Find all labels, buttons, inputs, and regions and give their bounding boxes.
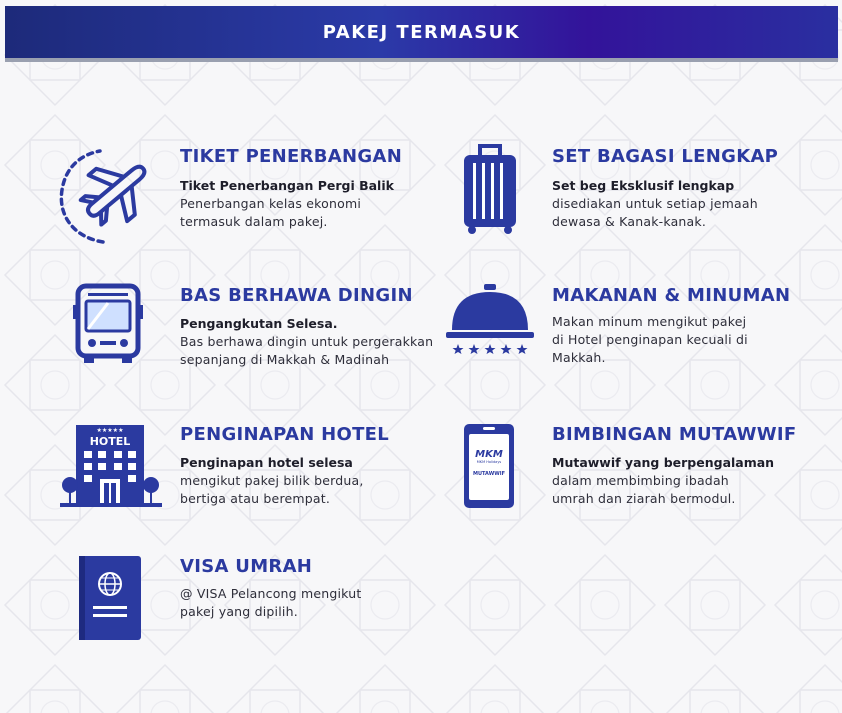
mutawwif-card-icon	[462, 422, 516, 510]
item-subtitle: Tiket Penerbangan Pergi Balik	[180, 178, 394, 193]
card-logo: MKM	[475, 449, 503, 460]
item-description-line: dalam membimbing ibadah	[552, 473, 729, 488]
hotel-icon	[60, 423, 162, 509]
item-description-line: Makkah.	[552, 350, 606, 365]
item-description-line: sepanjang di Makkah & Madinah	[180, 352, 390, 367]
card-subtitle: MKM Holidays	[476, 460, 502, 464]
item-title: BIMBINGAN MUTAWWIF	[552, 424, 797, 445]
luggage-icon	[460, 143, 520, 235]
item-description-line: Penerbangan kelas ekonomi	[180, 196, 361, 211]
page-title: PAKEJ TERMASUK	[322, 21, 521, 43]
bus-icon	[72, 283, 144, 365]
hotel-stars: ★★★★★	[96, 427, 124, 434]
item-description-line: @ VISA Pelancong mengikut	[180, 586, 362, 601]
passport-icon	[77, 554, 143, 642]
item-title: TIKET PENERBANGAN	[180, 146, 403, 167]
item-title: VISA UMRAH	[180, 556, 313, 577]
item-title: SET BAGASI LENGKAP	[552, 146, 779, 167]
item-description-line: umrah dan ziarah bermodul.	[552, 491, 736, 506]
item-subtitle: Penginapan hotel selesa	[180, 455, 353, 470]
hotel-sign: HOTEL	[89, 435, 131, 448]
item-description-line: Makan minum mengikut pakej	[552, 314, 747, 329]
header-banner	[5, 6, 838, 62]
item-description-line: pakej yang dipilih.	[180, 604, 298, 619]
item-title: BAS BERHAWA DINGIN	[180, 285, 413, 306]
card-label: MUTAWWIF	[472, 471, 506, 477]
food-cloche-icon	[444, 282, 536, 354]
item-description-line: bertiga atau berempat.	[180, 491, 331, 506]
item-title: MAKANAN & MINUMAN	[552, 285, 791, 306]
item-description-line: disediakan untuk setiap jemaah	[552, 196, 758, 211]
item-description-line: termasuk dalam pakej.	[180, 214, 328, 229]
item-subtitle: Pengangkutan Selesa.	[180, 316, 338, 331]
item-description-line: di Hotel penginapan kecuali di	[552, 332, 748, 347]
item-description-line: Bas berhawa dingin untuk pergerakkan	[180, 334, 434, 349]
item-description-line: dewasa & Kanak-kanak.	[552, 214, 707, 229]
item-description-line: mengikut pakej bilik berdua,	[180, 473, 364, 488]
item-subtitle: Set beg Eksklusif lengkap	[552, 178, 735, 193]
airplane-icon	[58, 145, 168, 249]
item-subtitle: Mutawwif yang berpengalaman	[552, 455, 775, 470]
item-title: PENGINAPAN HOTEL	[180, 424, 390, 445]
